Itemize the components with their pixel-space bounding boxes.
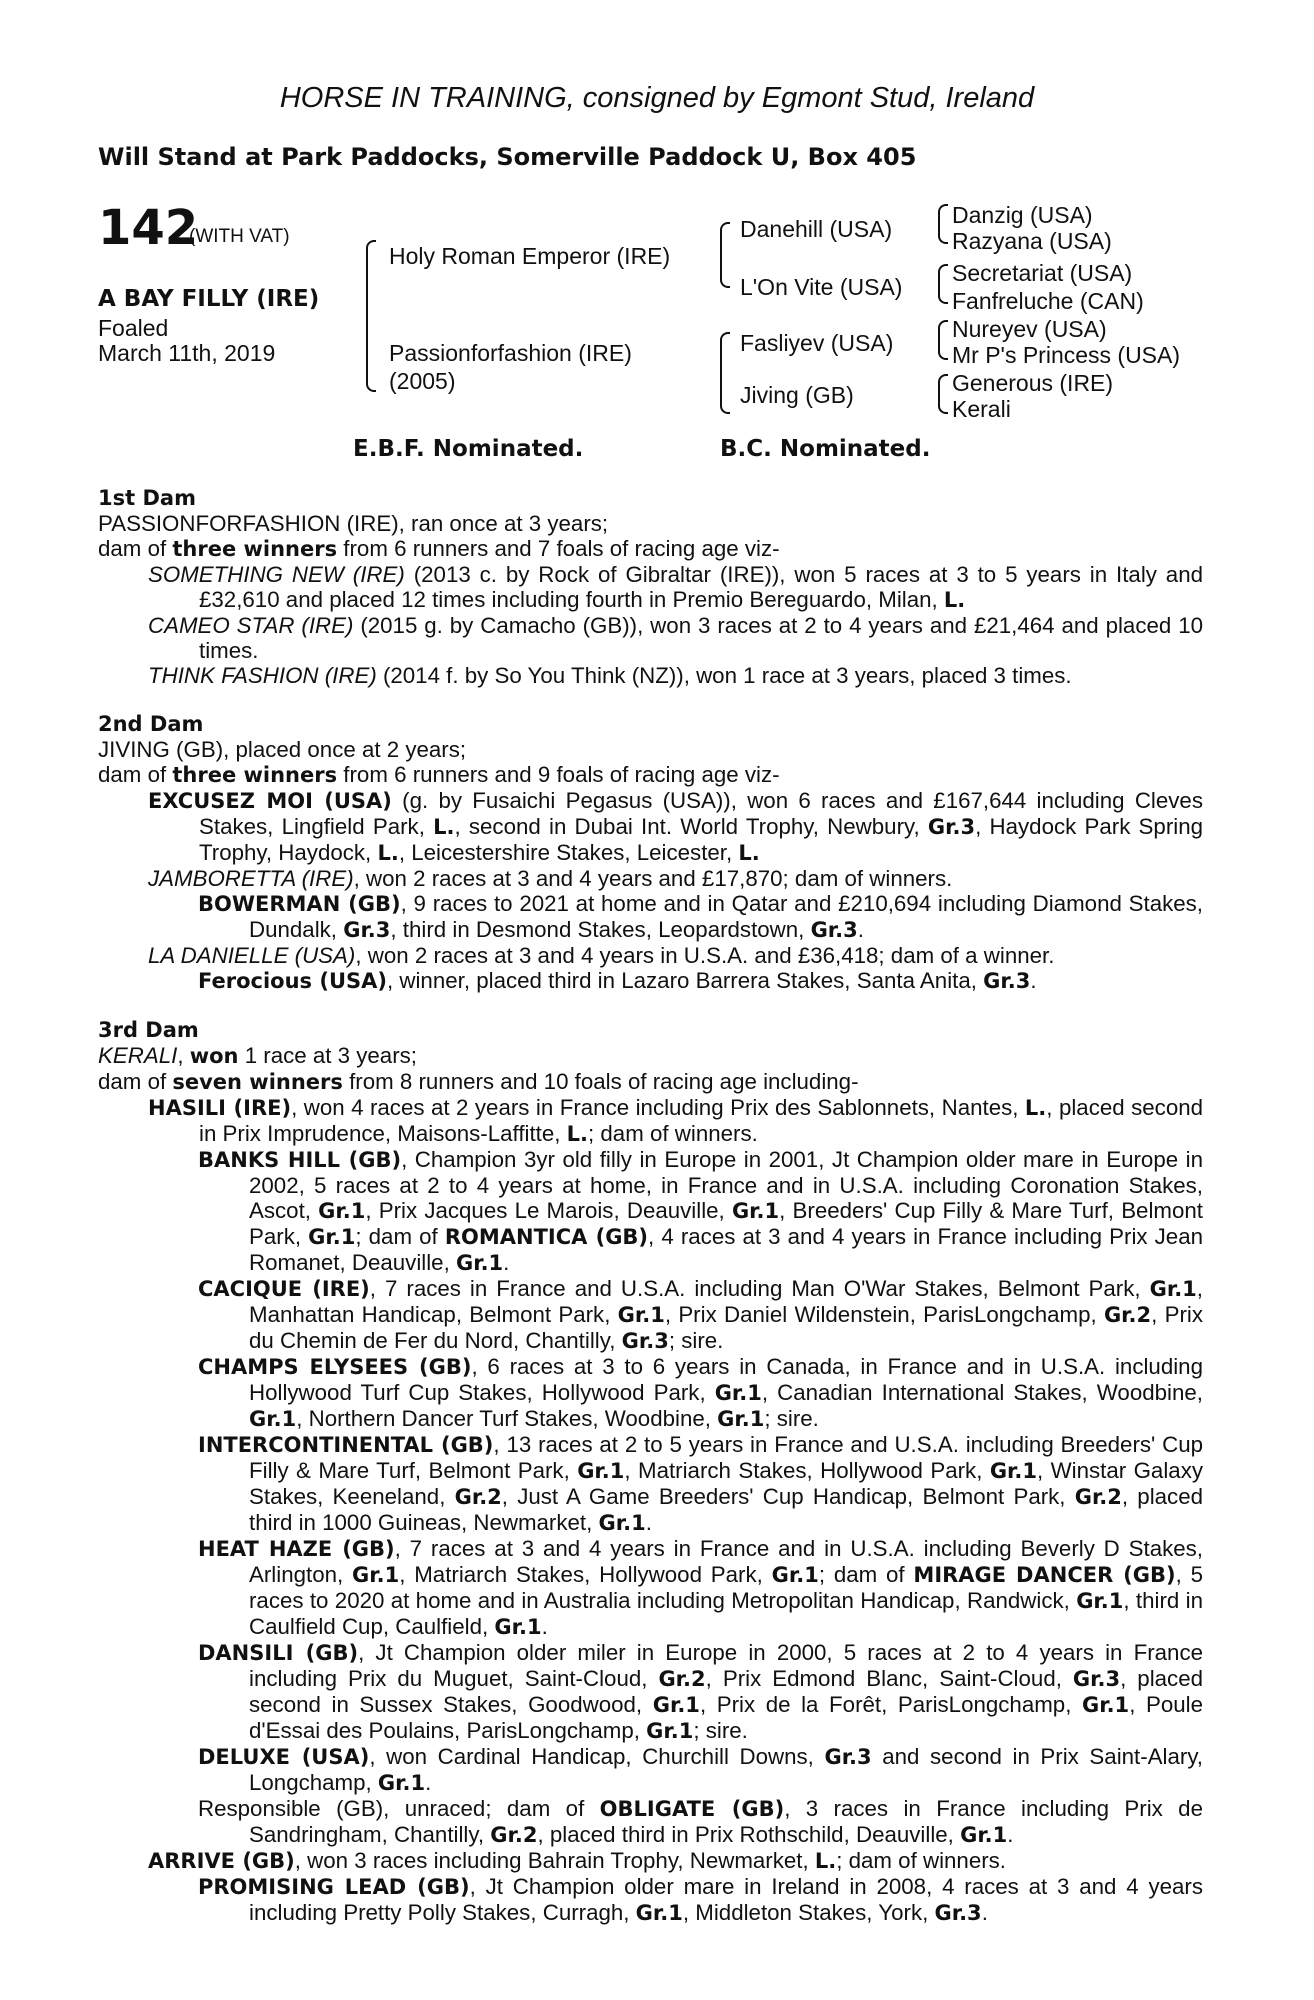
second-dam-intro: JIVING (GB), placed once at 2 years; — [98, 737, 467, 762]
pedigree-dam-year: (2005) — [389, 368, 456, 394]
produce-entry: HEAT HAZE (GB), 7 races at 3 and 4 years in France and in U.S.A. including Beverly D Stakes, Arlington, Gr.1, Matriarch Stakes, Hollywood Park, Gr.1; dam of MIRAGE DANCER (GB), 5 races to 2020 at home and in Australia including Metropolitan Handicap, Randwick, Gr.1, third in Caulfield Cup, Caulfield, Gr.1. — [198, 1536, 1204, 1639]
pedigree-dam-dam: Jiving (GB) — [740, 382, 854, 408]
pedigree-sire-sire: Danehill (USA) — [740, 216, 893, 242]
produce-entry: DANSILI (GB), Jt Champion older miler in Europe in 2000, 5 races at 2 to 4 years in France including Prix du Muguet, Saint-Cloud, Gr.2, Prix Edmond Blanc, Saint-Cloud, Gr.3, placed second in Sussex Stakes, Goodwood, Gr.1, Prix de la Forêt, ParisLongchamp, Gr.1, Poule d'Essai des Poulains, ParisLongchamp, Gr.1; sire. — [198, 1640, 1203, 1743]
foaled-label: Foaled — [98, 315, 169, 341]
produce-entry: PROMISING LEAD (GB), Jt Champion older mare in Ireland in 2008, 4 races at 3 and 4 years including Pretty Polly Stakes, Curragh, Gr.1, Middleton Stakes, York, Gr.3. — [198, 1874, 1203, 1925]
pedigree-dam: Passionforfashion (IRE) — [389, 340, 632, 366]
produce-entry: THINK FASHION (IRE) (2014 f. by So You Think (NZ)), won 1 race at 3 years, placed 3 times. — [148, 663, 1072, 688]
third-dam-intro: KERALI, won 1 race at 3 years; — [98, 1043, 417, 1068]
pedigree-g5: Nureyev (USA) — [952, 316, 1107, 342]
pedigree-brace-main — [366, 240, 376, 392]
produce-entry: Responsible (GB), unraced; dam of OBLIGATE (GB), 3 races in France including Prix de Sandringham, Chantilly, Gr.2, placed third in Prix Rothschild, Deauville, Gr.1. — [198, 1796, 1203, 1847]
pedigree-brace-dam — [720, 332, 730, 414]
pedigree-g7: Generous (IRE) — [952, 370, 1114, 396]
produce-entry: EXCUSEZ MOI (USA) (g. by Fusaichi Pegasus (USA)), won 6 races and £167,644 including Cleves Stakes, Lingfield Park, L., second in Dubai Int. World Trophy, Newbury, Gr.3, Haydock Park Spring Trophy, Haydock, L., Leicestershire Stakes, Leicester, L. — [148, 788, 1204, 865]
pedigree-g8: Kerali — [952, 396, 1011, 422]
page-title: HORSE IN TRAINING, consigned by Egmont Stud, Ireland — [279, 82, 1035, 114]
pedigree-sire-dam: L'On Vite (USA) — [740, 274, 903, 300]
dam-records — [98, 486, 1203, 1926]
pedigree-brace-g1 — [938, 204, 948, 244]
pedigree-g2: Razyana (USA) — [952, 228, 1112, 254]
produce-entry: CHAMPS ELYSEES (GB), 6 races at 3 to 6 years in Canada, in France and in U.S.A. including Hollywood Turf Cup Stakes, Hollywood Park, Gr.1, Canadian International Stakes, Woodbine, Gr.1, Northern Dancer Turf Stakes, Woodbine, Gr.1; sire. — [198, 1354, 1203, 1431]
second-dam-produce-summary: dam of three winners from 6 runners and 9 foals of racing age viz- — [98, 762, 780, 787]
pedigree-sire: Holy Roman Emperor (IRE) — [389, 243, 671, 269]
produce-entry: CAMEO STAR (IRE) (2015 g. by Camacho (GB)), won 3 races at 2 to 4 years and £21,464 and placed 10 times. — [148, 613, 1203, 663]
produce-entry: BOWERMAN (GB), 9 races to 2021 at home and in Qatar and £210,694 including Diamond Stakes, Dundalk, Gr.3, third in Desmond Stakes, Leopardstown, Gr.3. — [198, 891, 1203, 942]
produce-entry: DELUXE (USA), won Cardinal Handicap, Churchill Downs, Gr.3 and second in Prix Saint-Alary, Longchamp, Gr.1. — [198, 1744, 1204, 1795]
ebf-nomination: E.B.F. Nominated. — [353, 436, 584, 462]
produce-entry: HASILI (IRE), won 4 races at 2 years in France including Prix des Sablonnets, Nantes, L., placed second in Prix Imprudence, Maisons-Laffitte, L.; dam of winners. — [148, 1095, 1204, 1146]
pedigree-dam-sire: Fasliyev (USA) — [740, 330, 894, 356]
pedigree-brace-sire — [720, 222, 730, 288]
pedigree-g6: Mr P's Princess (USA) — [952, 342, 1181, 368]
first-dam-produce-summary: dam of three winners from 6 runners and 7 foals of racing age viz- — [98, 536, 780, 561]
pedigree-brace-g3 — [938, 320, 948, 360]
produce-entry: Ferocious (USA), winner, placed third in Lazaro Barrera Stakes, Santa Anita, Gr.3. — [198, 968, 1037, 993]
stand-location: Will Stand at Park Paddocks, Somerville Paddock U, Box 405 — [98, 143, 917, 171]
bc-nomination: B.C. Nominated. — [720, 436, 931, 462]
produce-entry: ARRIVE (GB), won 3 races including Bahrain Trophy, Newmarket, L.; dam of winners. — [148, 1848, 1006, 1873]
pedigree-g4: Fanfreluche (CAN) — [952, 288, 1144, 314]
vat-note: (WITH VAT) — [189, 226, 290, 247]
produce-entry: CACIQUE (IRE), 7 races in France and U.S.A. including Man O'War Stakes, Belmont Park, Gr.1, Manhattan Handicap, Belmont Park, Gr.1, Prix Daniel Wildenstein, ParisLongchamp, Gr.2, Prix du Chemin de Fer du Nord, Chantilly, Gr.3; sire. — [198, 1276, 1203, 1353]
first-dam-intro: PASSIONFORFASHION (IRE), ran once at 3 years; — [98, 511, 609, 536]
first-dam-heading: 1st Dam — [98, 486, 196, 510]
second-dam-heading: 2nd Dam — [98, 712, 204, 736]
pedigree-g1: Danzig (USA) — [952, 202, 1093, 228]
produce-entry: SOMETHING NEW (IRE) (2013 c. by Rock of Gibraltar (IRE)), won 5 races at 3 to 5 years in Italy and £32,610 and placed 12 times including fourth in Premio Bereguardo, Milan, L. — [148, 562, 1204, 612]
produce-entry: LA DANIELLE (USA), won 2 races at 3 and 4 years in U.S.A. and £36,418; dam of a winner. — [148, 943, 1055, 968]
foaled-date: March 11th, 2019 — [98, 340, 276, 366]
third-dam-heading: 3rd Dam — [98, 1018, 199, 1042]
pedigree-brace-g4 — [938, 374, 948, 414]
produce-entry: JAMBORETTA (IRE), won 2 races at 3 and 4 years and £17,870; dam of winners. — [148, 866, 953, 891]
produce-entry: BANKS HILL (GB), Champion 3yr old filly in Europe in 2001, Jt Champion older mare in Europe in 2002, 5 races at 2 to 4 years at home, in France and in U.S.A. including Coronation Stakes, Ascot, Gr.1, Prix Jacques Le Marois, Deauville, Gr.1, Breeders' Cup Filly & Mare Turf, Belmont Park, Gr.1; dam of ROMANTICA (GB), 4 races at 3 and 4 years in France including Prix Jean Romanet, Deauville, Gr.1. — [198, 1147, 1203, 1275]
horse-description: A BAY FILLY (IRE) — [98, 286, 320, 312]
produce-entry: INTERCONTINENTAL (GB), 13 races at 2 to 5 years in France and U.S.A. including Breeders' Cup Filly & Mare Turf, Belmont Park, Gr.1, Matriarch Stakes, Hollywood Park, Gr.1, Winstar Galaxy Stakes, Keeneland, Gr.2, Just A Game Breeders' Cup Handicap, Belmont Park, Gr.2, placed third in 1000 Guineas, Newmarket, Gr.1. — [198, 1432, 1204, 1535]
third-dam-produce-summary: dam of seven winners from 8 runners and 10 foals of racing age including- — [98, 1069, 859, 1094]
pedigree-brace-g2 — [938, 264, 948, 304]
pedigree-g3: Secretariat (USA) — [952, 260, 1133, 286]
lot-number: 142 — [98, 200, 199, 256]
